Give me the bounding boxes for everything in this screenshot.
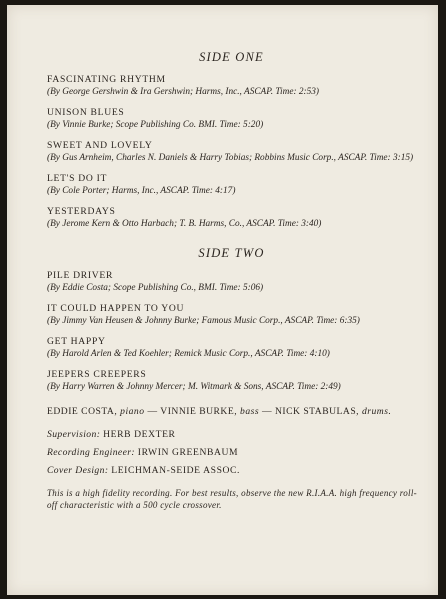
production-credits [47,429,424,477]
fidelity-footnote: This is a high fidelity recording. For best results, observe the new R.I.A.A. high frequency roll-off characteristic with a 500 cycle crossover. [47,488,417,510]
track-title: PILE DRIVER [47,270,114,281]
credit-name: LEICHMAN-SEIDE ASSOC. [111,465,241,476]
track-credit: (By Gus Arnheim, Charles N. Daniels & Harry Tobias; Robbins Music Corp., ASCAP. Time: 3:15) [47,153,414,163]
track-title: IT COULD HAPPEN TO YOU [47,303,185,314]
track-credit: (By Jerome Kern & Otto Harbach; T. B. Harms, Co., ASCAP. Time: 3:40) [47,219,322,229]
track-item [47,206,424,230]
track-title: LET'S DO IT [47,173,108,184]
credit-label: Supervision: [47,429,101,440]
track-title: SWEET AND LOVELY [47,140,153,151]
musician-name: VINNIE BURKE, [160,406,238,417]
track-item [47,303,424,327]
musician-name: EDDIE COSTA, [47,406,118,417]
track-title: YESTERDAYS [47,206,116,217]
track-item [47,173,424,197]
credit-label: Recording Engineer: [47,447,135,458]
supervision-credit [47,429,424,441]
musician-instrument: piano [120,406,145,417]
track-credit: (By Harry Warren & Johnny Mercer; M. Witmark & Sons, ASCAP. Time: 2:49) [47,382,341,392]
track-title: UNISON BLUES [47,107,125,118]
track-item [47,369,424,393]
side-one-heading: SIDE ONE [199,50,264,64]
track-item [47,74,424,98]
track-title: FASCINATING RHYTHM [47,74,166,85]
credit-name: IRWIN GREENBAUM [137,447,239,458]
track-credit: (By Jimmy Van Heusen & Johnny Burke; Famous Music Corp., ASCAP. Time: 6:35) [47,316,360,326]
personnel-line [47,406,424,418]
track-title: GET HAPPY [47,336,106,347]
track-title: JEEPERS CREEPERS [47,369,147,380]
separator-dash: — [147,406,158,417]
engineer-credit [47,447,424,459]
musician-name: NICK STABULAS, [275,406,360,417]
track-item [47,336,424,360]
side-one-track-list [47,74,424,230]
track-credit: (By Harold Arlen & Ted Koehler; Remick Music Corp., ASCAP. Time: 4:10) [47,349,330,359]
track-item [47,270,424,294]
track-item [47,140,424,164]
side-two-track-list [47,270,424,393]
track-credit: (By Eddie Costa; Scope Publishing Co., BMI. Time: 5:06) [47,283,264,293]
credit-name: HERB DEXTER [103,429,176,440]
musician-instrument: bass [240,406,260,417]
separator-dash: — [262,406,273,417]
track-item [47,107,424,131]
credit-label: Cover Design: [47,465,109,476]
track-credit: (By Vinnie Burke; Scope Publishing Co. BMI. Time: 5:20) [47,120,264,130]
cover-design-credit [47,465,424,477]
track-credit: (By Cole Porter; Harms, Inc., ASCAP. Time: 4:17) [47,186,236,196]
side-two-heading: SIDE TWO [198,246,265,260]
track-credit: (By George Gershwin & Ira Gershwin; Harms, Inc., ASCAP. Time: 2:53) [47,87,319,97]
musician-instrument: drums. [361,406,392,417]
liner-notes-sheet [7,5,438,595]
